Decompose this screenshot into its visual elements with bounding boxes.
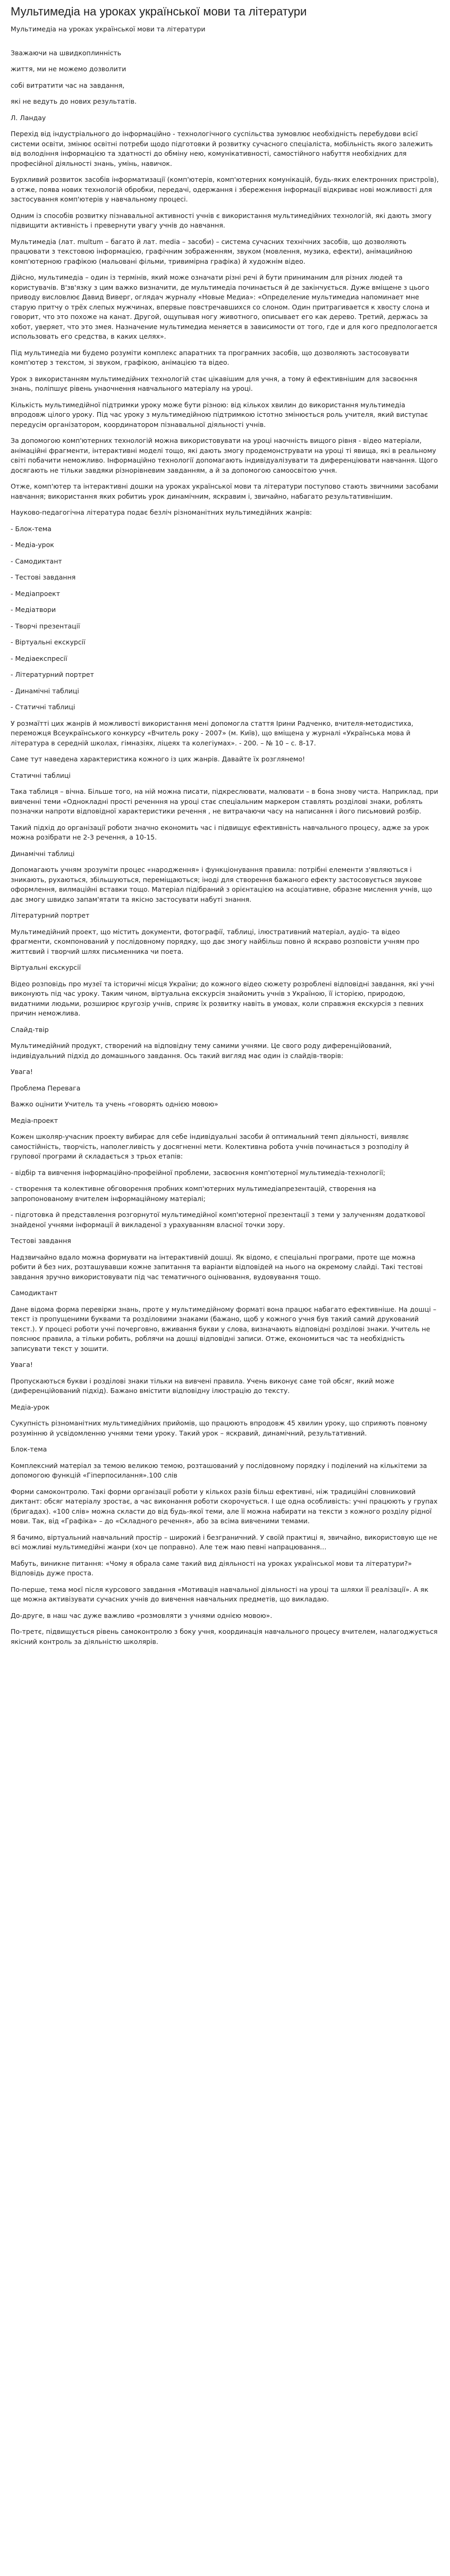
- paragraph: Кожен школяр-учасник проекту вибирає для себе індивідуальні засоби й оптимальний темп діяльності, виявляє самостійність, творчість, наполегливість у досягненні мети. Колективна робота учнів починається з розподілу й групової програми й складається з трьох етапів:: [11, 1132, 409, 1160]
- paragraph: Медіа-проект: [11, 1116, 58, 1125]
- paragraph: - підготовка й представлення розгорнутої мультимедійної комп'ютерної презентації з теми у залученням додаткової знайденої учнями інформації й викладеної з урахуванням власної точки зору.: [11, 1211, 425, 1229]
- paragraph: Л. Ландау: [11, 113, 46, 122]
- paragraph: Дане відома форма перевірки знань, проте у мультимедійному форматі вона працює набагато ефективніше. На дошці – текст із пропущеними буквами та розділовими знаками (бажано, щоб у кожного учня був такий самий друкований текст.). У процесі роботи учні почерговно, вживання букви у слова, визначають відповідні розділові знаки. Учитель не пояснює правила, а тільки робить, роблячи на дошці відповідні записи. Отже, економиться час та необхідність записувати текст у зошити.: [11, 1305, 437, 1353]
- paragraph: Кількість мультимедійної підтримки уроку може бути різною: від кількох хвилин до використання мультимедіа впродовж цілого уроку. Під час уроку з мультимедійною підтримкою істотно змінюється роль учителя, який виступає передусім організатором, координатором пізнавальної діяльності учнів.: [11, 400, 428, 429]
- paragraph: Урок з використанням мультимедійних технологій стає цікавішим для учня, а тому й ефективнішим для засвоєння знань, поліпшує рівень унаочнення навчального матеріалу на уроці.: [11, 374, 418, 392]
- paragraph: Перехід від індустріального до інформаційно - технологічного суспільства зумовлює необхідність перебудови всієї системи освіти, змінює освітні потреби щодо підготовки й розвитку сучасного спеціаліста, мобільність якого залежить від володіння інформацією та здатності до обміну нею, комунікативності, самостійного набуття необхідних для професійної діяльності знань, умінь, навичок.: [11, 130, 433, 167]
- paragraph: Надзвичайно вдало можна формувати на інтерактивній дошці. Як відомо, є спеціальні програми, проте ще можна робити й без них, розташувавши кожне запитання та варіанти відповідей на нього на окремому слайді. Такі тестові завдання зручно використовувати під час тематичного оцінювання, вудовування тощо.: [11, 1253, 423, 1281]
- paragraph: - Медіаекспресії: [11, 654, 67, 662]
- paragraph: - Тестові завдання: [11, 573, 76, 581]
- paragraph: - Медіатвори: [11, 606, 56, 614]
- paragraph: Мультимедіа (лат. multum – багато й лат. media – засоби) – система сучасних технічних засобів, що дозволяють працювати з текстовою інформацією, графічним зображенням, звуком (мовлення, музика, ефекти), анімацийною комп'ютерною графікою (мальовані фільми, тривимірна графіка) й художнім відео.: [11, 237, 413, 265]
- paragraph: Мультимедіа на уроках української мови та літератури: [11, 25, 206, 33]
- paragraph: Тестові завдання: [11, 1237, 71, 1245]
- paragraph: Сукупність різноманітних мультимедійних прийомів, що працюють впродовж 45 хвилин уроку, що сприяють повному розумінню й усвідомленню учнями теми уроку. Такий урок – яскравий, динамічний, результативний.: [11, 1419, 428, 1437]
- paragraph: Така таблиця – вічна. Більше того, на ній можна писати, підкреслювати, малювати – в бона знову чиста. Наприклад, при вивченні теми «Однокладні прості реченння на уроці стає спеціальним маркером ставлять розділові знаки, роблять позначки напроти відповідної характеристики речення , не витрачаючи часу на написання і його письмовий розбір.: [11, 787, 438, 815]
- paragraph: По-третє, підвищується рівень самоконтролю з боку учня, координація навчального процесу вчителем, налагоджується якісний контроль за діяльністю школярів.: [11, 1627, 438, 1646]
- paragraph: У розмаїтті цих жанрів й можливості використання мені допомогла стаття Ірини Радченко, вчителя-методистиха, переможця Всеукраїнського конкурсу «Вчитель року - 2007» (м. Київ), що вміщена у журналі «Українська мова й література в середній школах, гімназіях, ліцеях та колегіумах». - 200. – № 10 – с. 8-17.: [11, 719, 414, 747]
- paragraph: Під мультимедіа ми будемо розуміти комплекс апаратних та програмних засобів, що дозволяють застосовувати комп'ютер з текстом, зі звуком, графікою, анімацією та відео.: [11, 348, 409, 366]
- paragraph: Отже, комп'ютер та інтерактивні дошки на уроках української мови та літератури поступово стають звичними засобами навчання; використання яких робитиь урок динамічним, яскравим і, звичайно, набагато результативнішим.: [11, 482, 438, 500]
- paragraph: Пропускаються букви і розділові знаки тільки на вивчені правила. Учень виконує саме той обсяг, який може (диференційований підхід). Бажано вмістити відповідну ілюстрацію до тексту.: [11, 1377, 395, 1395]
- paragraph: Форми самоконтролю. Такі форми організації роботи у кількох разів більш ефективні, ніж традиційні словниковий диктант: обсяг матеріалу зростає, а час виконання роботи скорочується. І ще одна особливість: учні працюють у групах (бригадах). «100 слів» можна скласти до від будь-якої теми, але її можна набирати на тексти з кожного розділу рідної мови. Так, від «Графіка» – до «Складного речення», або за всіма вивченими темами.: [11, 1487, 438, 1525]
- paragraph: Мультимедійний продукт, створений на відповідну тему самими учнями. Це свого роду диференційований, індивідуальний підхід до домашнього завдання. Ось такий вигляд має один із слайдів-творів:: [11, 1042, 392, 1060]
- paragraph: - Медіа-урок: [11, 541, 54, 549]
- paragraph: Бурхливий розвиток засобів інформатизації (комп'ютерів, комп'ютерних комунікацій, будь-яких електронних пристроїв), а отже, поява нових технологій обробки, передачі, одержання і збереження інформації відкриває нові можливості для застосування комп'ютерів у навчальному процесі.: [11, 175, 439, 203]
- paragraph: - Віртуальні екскурсії: [11, 638, 86, 646]
- paragraph: - Статичні таблиці: [11, 703, 75, 711]
- paragraph: Важко оцінити Учитель та учень «говорять однією мовою»: [11, 1100, 218, 1108]
- paragraph: - Динамічні таблиці: [11, 686, 79, 695]
- paragraph: Мультимедійний проект, що містить документи, фотографії, таблиці, ілюстративний матеріал, аудіо- та відео фрагменти, скомпонований у послідовному порядку, що дає змогу найбільш повно й яскраво розповісти учням про життєвий і творчий шлях письменника чи поета.: [11, 927, 420, 955]
- paragraph: Науково-педагогічна література подає безліч різноманітних мультимедійних жанрів:: [11, 508, 312, 516]
- paragraph: - відбір та вивчення інформаційно-профеійної проблеми, засвоєння комп'ютерної мультимедіа-технології;: [11, 1168, 386, 1177]
- paragraph: Одним із способів розвитку пізнавальної активності учнів є використання мультимедійних технологій, які дають змогу підвищити активність і превернути увагу учнів до навчання.: [11, 211, 432, 229]
- paragraph: - Самодиктант: [11, 557, 62, 565]
- paragraph: Саме тут наведена характеристика кожного із цих жанрів. Давайте їх розглянемо!: [11, 755, 305, 763]
- paragraph: собі витратити час на завдання,: [11, 81, 125, 89]
- paragraph: Динамічні таблиці: [11, 849, 75, 858]
- paragraph: Літературний портрет: [11, 911, 90, 919]
- paragraph: Статичні таблиці: [11, 771, 71, 779]
- paragraph: Віртуальні екскурсії: [11, 963, 81, 971]
- paragraph: які не ведуть до нових результатів.: [11, 97, 137, 105]
- paragraph: Увага!: [11, 1068, 33, 1076]
- page-title: Мультимедіа на уроках української мови та літератури: [11, 5, 307, 18]
- paragraph: Мабуть, виникне питання: «Чому я обрала саме такий вид діяльності на уроках української мови та літератури?» Відповідь дуже проста.: [11, 1559, 412, 1577]
- paragraph: За допомогою комп'ютерних технологій можна використовувати на уроці наочність вищого рівня - відео матеріали, анімаційні фрагменти, інтерактивні моделі тощо, які дають змогу продемонструвати на уроці ті явища, які в реальному світі побачити неможливо. Інформаційно технології допомагають індивідуалізувати та диференціювати навчання. Щого досягають не тільки завдяки різнорівневим завданням, а й за допомогою самоосвітою учня.: [11, 437, 438, 474]
- paragraph: Такий підхід до організації роботи значно економить час і підвищує ефективність навчального процесу, адже за урок можна розібрати не 2-3 речення, а 10-15.: [11, 823, 429, 841]
- paragraph: життя, ми не можемо дозволити: [11, 65, 126, 73]
- paragraph: Комплексний матеріал за темою великою темою, розташований у послідовному порядку і поділений на кількітеми за допомогою функцій «Гіперпосилання».100 слів: [11, 1461, 427, 1479]
- paragraph: Відео розповідь про музеї та історичні місця України; до кожного відео сюжету розроблені відповідні завдання, які учні виконують під час уроку. Таким чином, віртуальна екскурсія знайомить учнів з Україною, її історією, природою, видатними людьми, розширює кругозір учнів, сприяє їх розвитку навіть в умовах, коли справжня екскурсія з певних причин неможлива.: [11, 979, 435, 1017]
- paragraph: Я бачимо, віртуальний навчальний простір – широкий і безграничний. У своїй практиці я, звичайно, використовую ще не всі можливі мультимедійні жанри (хоч це поправно). Але теж маю певні напрацювання…: [11, 1533, 437, 1551]
- paragraph: Дійсно, мультимедіа – один із термінів, який може означати різні речі й бути приниманим для різних людей та користувачів. В'зв'язку з цим важко визначити, де мультимедіа починається й де закінчується. Дуже вміщене з цього приводу висловлює Давид Виверг, оглядач журналу «Новые Медиа»: «Определение мультимедиа напоминает мне старую притчу о трёх слепых мужчинах, впервые повстречавшихся со слоном. Один притрагивается к хвосту слона и говорит, что это похоже на канат. Другой, ощупывая ногу животного, описывает его как дерево. Третий, держась за хобот, уверяет, что это змея. Назначение мультимедиа меняется в зависимости от того, где и для кого предпологается использовать его средства, в каких целях».: [11, 273, 438, 340]
- paragraph: - Блок-тема: [11, 524, 52, 533]
- paragraph: Зважаючи на швидкоплинність: [11, 48, 122, 57]
- paragraph: Медіа-урок: [11, 1403, 50, 1411]
- paragraph: Допомагають учням зрозуміти процес «народження» і функціонування правила: потрібні елементи з'являються і зникають, рухаються, збільшуються, переміщаються; іноді для створення бажаного ефекту застосовується звукове оформлення, вилмаційні вставки тощо. Матеріал підібраний з орієнтацією на асоціативне, образне мислення учнів, що дає змогу швидко запам'ятати та якісно застосувати набуті знання.: [11, 866, 432, 903]
- paragraph: Увага!: [11, 1361, 33, 1369]
- paragraph: Проблема Перевага: [11, 1084, 81, 1092]
- paragraph: До-друге, в наш час дуже важливо «розмовляти з учнями однією мовою».: [11, 1611, 273, 1620]
- paragraph: - Медіапроект: [11, 589, 61, 598]
- document-body: [11, 24, 439, 1647]
- paragraph: - Літературний портрет: [11, 670, 94, 678]
- paragraph: По-перше, тема моєї після курсового завдання «Мотивація навчальної діяльності на уроці та шляхи її реалізації». А як ще можна активізувати сучасних учнів до вивчення навчальних предметів, що викладаю.: [11, 1585, 429, 1603]
- paragraph: - Творчі презентації: [11, 622, 80, 630]
- paragraph: Слайд-твір: [11, 1025, 49, 1034]
- paragraph: Блок-тема: [11, 1445, 47, 1453]
- paragraph: - створення та колективне обговорення пробних комп'ютерних мультимедіапрезентацій, створення на запропонованому вчителем інформаційному матеріалі;: [11, 1185, 376, 1203]
- paragraph: Самодиктант: [11, 1289, 58, 1297]
